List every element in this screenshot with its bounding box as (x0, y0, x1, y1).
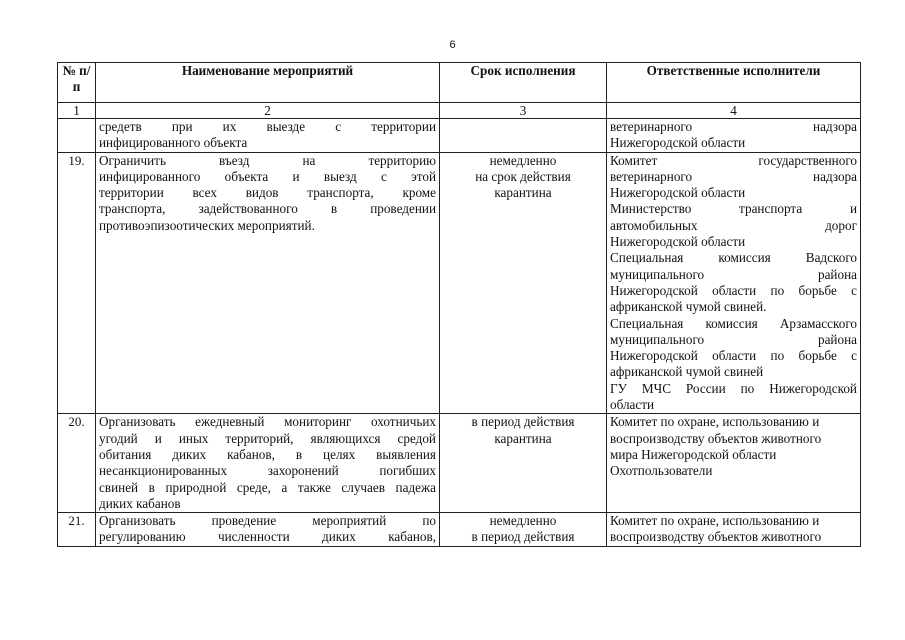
action-cell (96, 119, 440, 153)
row-number: 19. (58, 152, 96, 414)
action-line: транспорта, задействованного в проведении (99, 201, 436, 217)
responsible-line: муниципального района (610, 331, 857, 347)
responsible-line: Нижегородской области (610, 234, 746, 250)
responsible-line: области (610, 397, 655, 413)
action-cell (96, 152, 440, 414)
responsible-cell (607, 152, 861, 414)
column-number: 2 (96, 103, 440, 119)
action-line: инфицированного объекта и выезд с этой (99, 168, 436, 184)
responsible-line: ветеринарного надзора (610, 168, 857, 184)
action-cell (96, 414, 440, 513)
action-line: территории всех видов транспорта, кроме (99, 185, 436, 201)
term-line: на срок действия (475, 168, 571, 184)
term-cell (440, 414, 607, 513)
action-line: диких кабанов (99, 495, 181, 511)
action-line: противоэпизоотических мероприятий. (99, 217, 315, 233)
term-cell (440, 513, 607, 547)
responsible-line: Комитет по охране, использованию и (610, 414, 820, 430)
measures-table (57, 62, 861, 547)
responsible-line: Нижегородской области по борьбе с (610, 282, 857, 298)
header-row (58, 63, 861, 103)
responsible-line: африканской чумой свиней (610, 364, 764, 380)
responsible-line: ветеринарного надзора (610, 119, 857, 134)
row-number: 21. (58, 513, 96, 547)
action-line: Ограничить въезд на территорию (99, 152, 436, 168)
term-line: карантина (494, 430, 552, 446)
responsible-cell (607, 414, 861, 513)
responsible-line: мира Нижегородской области (610, 446, 777, 462)
action-line: обитания диких кабанов, в целях выявления (99, 446, 436, 462)
header-num: № п/п (58, 63, 96, 103)
term-line: в период действия (471, 414, 575, 430)
responsible-line: африканской чумой свиней. (610, 299, 767, 315)
responsible-line: воспроизводству объектов животного (610, 529, 822, 545)
term-line: карантина (494, 185, 552, 201)
action-line: несанкционированных захоронений погибших (99, 463, 436, 479)
column-number-row (58, 103, 861, 119)
page-number: 6 (449, 39, 456, 51)
responsible-line: Нижегородской области (610, 135, 746, 151)
responsible-line: Охотпользователи (610, 463, 713, 479)
table-row (58, 513, 861, 547)
responsible-line: муниципального района (610, 266, 857, 282)
row-number: 20. (58, 414, 96, 513)
table-row (58, 152, 861, 414)
term-line: немедленно (489, 513, 557, 529)
column-number: 1 (58, 103, 96, 119)
action-line: Организовать проведение мероприятий по (99, 513, 436, 529)
responsible-cell (607, 513, 861, 547)
responsible-line: Комитет государственного (610, 152, 857, 168)
action-line: средетв при их выезде с территории (99, 119, 436, 134)
responsible-line: Нижегородской области (610, 185, 746, 201)
table-row (58, 414, 861, 513)
column-number: 3 (440, 103, 607, 119)
responsible-line: Специальная комиссия Арзамасского (610, 315, 857, 331)
column-number: 4 (607, 103, 861, 119)
term-cell (440, 119, 607, 153)
term-line: немедленно (489, 152, 557, 168)
responsible-line: Комитет по охране, использованию и (610, 513, 820, 529)
responsible-line: Министерство транспорта и (610, 201, 857, 217)
responsible-cell (607, 119, 861, 153)
continuation-row (58, 119, 861, 153)
row-number-cell (58, 119, 96, 153)
responsible-line: воспроизводству объектов животного (610, 430, 822, 446)
header-name: Наименование мероприятий (96, 63, 440, 103)
action-line: угодий и иных территорий, являющихся средой (99, 430, 436, 446)
responsible-line: автомобильных дорог (610, 217, 857, 233)
header-term: Срок исполнения (440, 63, 607, 103)
action-cell (96, 513, 440, 547)
responsible-line: Нижегородской области по борьбе с (610, 348, 857, 364)
header-responsible: Ответственные исполнители (607, 63, 861, 103)
action-line: свиней в природной среде, а также случаев падежа (99, 479, 436, 495)
action-line: регулированию численности диких кабанов, (99, 529, 436, 545)
action-line: Организовать ежедневный мониторинг охотничьих (99, 414, 436, 430)
responsible-line: ГУ МЧС России по Нижегородской (610, 380, 857, 396)
term-cell (440, 152, 607, 414)
term-line: в период действия (471, 529, 575, 545)
responsible-line: Специальная комиссия Вадского (610, 250, 857, 266)
action-line: инфицированного объекта (99, 135, 248, 151)
